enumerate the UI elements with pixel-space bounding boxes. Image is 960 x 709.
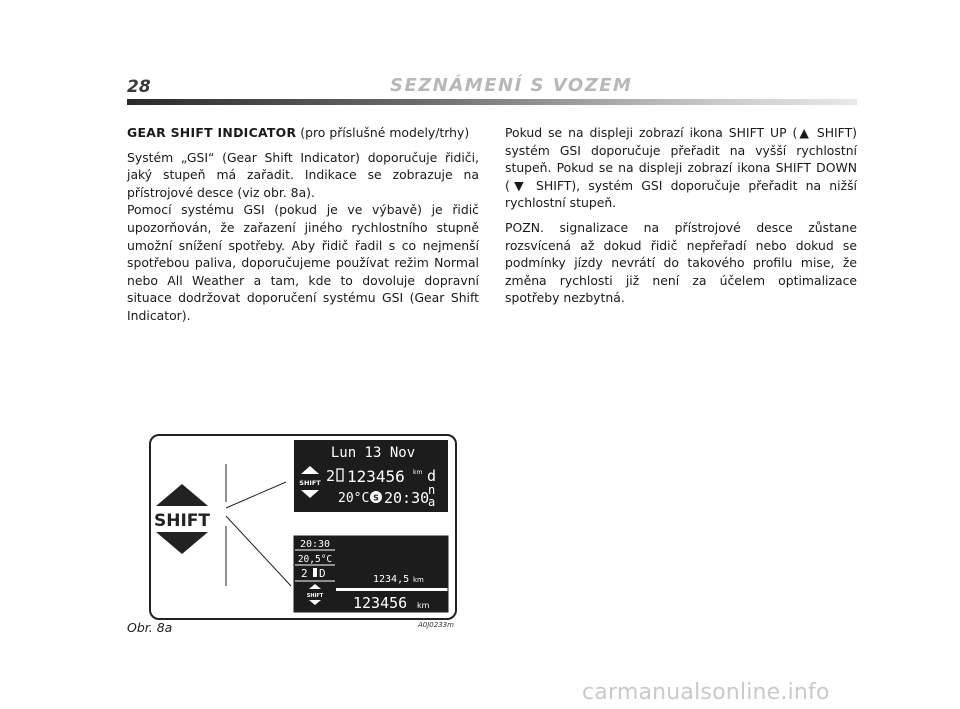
note-paragraph: POZN. signalizace na přístrojové desce zůstane rozsvícená až dokud řidič nepřeřadí nebo dokud se podmínky jízdy nevrátí do takového profilu mise, že změna rychlosti již není za účelem optimalizace spotřeby nezbytná.: [505, 219, 857, 306]
watermark: carmanualsonline.info: [582, 680, 830, 705]
left-column: [127, 124, 479, 332]
mode-letter-n: n: [428, 483, 436, 497]
bottom-display-clock: 20:30: [299, 539, 331, 550]
bottom-display-odo-unit: km: [417, 601, 430, 610]
shift-icons-paragraph: Pokud se na displeji zobrazí ikona SHIFT UP (▲ SHIFT) systém GSI doporučuje přeřadit na vyšší rychlostní stupeň. Pokud se na displeji zobrazí ikona SHIFT DOWN (▼ SHIFT), systém GSI doporučuje přeřadit na nižší rychlostní stupeň.: [505, 125, 857, 211]
figure-illustration: [151, 436, 455, 618]
heading-note: (pro příslušné modely/trhy): [296, 125, 470, 140]
chapter-title: SEZNÁMENÍ S VOZEM: [390, 75, 633, 96]
top-display-date: Lun 13 Nov: [330, 445, 416, 461]
top-display-odometer: 123456: [347, 467, 405, 486]
bottom-display-temperature: 20,5°C: [297, 554, 333, 565]
bottom-fuel-icon: [313, 568, 317, 577]
gsi-usage: Pomocí systému GSI (pokud je ve výbavě) je řidič upozorňován, že zařazení jiného rychlostního stupně umožní snížení spotřeby. Aby řidič řadil s co nejmenší spotřebou paliva, doporučujeme používat režim Normal nebo All Weather a tam, kde to dovoluje dopravní situace dodržovat doporučení systému GSI (Gear Shift Indicator).: [127, 202, 479, 323]
header-rule: [127, 99, 857, 105]
mode-letter-a: a: [428, 495, 436, 509]
top-display-temperature: 20°C: [338, 491, 370, 506]
page-number: 28: [127, 77, 151, 97]
section-heading: GEAR SHIFT INDICATOR: [127, 125, 297, 140]
mode-letter-d: d: [427, 467, 437, 485]
bottom-display-trip: 1234,5: [373, 574, 410, 585]
top-display-km: km: [413, 469, 423, 476]
shift-down-icon: [156, 532, 208, 554]
right-column: [505, 124, 857, 314]
intro-paragraph: [127, 124, 479, 142]
figure-code: A0J0233m: [418, 621, 454, 629]
bottom-display-trip-unit: km: [413, 576, 424, 584]
bottom-display-gear: 2: [301, 567, 308, 580]
shift-up-icon: [156, 484, 208, 506]
shift-big-label: SHIFT: [153, 511, 211, 531]
bottom-display-odometer: 123456: [353, 594, 408, 612]
top-display-gear: 2: [326, 467, 336, 485]
bottom-display-d-glyph: D: [319, 567, 326, 580]
figure-label: Obr. 8a: [127, 620, 173, 635]
top-shift-label: SHIFT: [299, 479, 321, 487]
top-display-clock: 20:30: [384, 489, 430, 507]
figure-8a: [149, 434, 457, 620]
bottom-shift-label: SHIFT: [306, 593, 324, 599]
clock-icon-glyph: S: [373, 493, 379, 503]
gsi-description: Systém „GSI“ (Gear Shift Indicator) doporučuje řidiči, jaký stupeň má zařadit. Indikace se zobrazuje na přístrojové desce (viz obr. 8a).: [127, 149, 479, 200]
